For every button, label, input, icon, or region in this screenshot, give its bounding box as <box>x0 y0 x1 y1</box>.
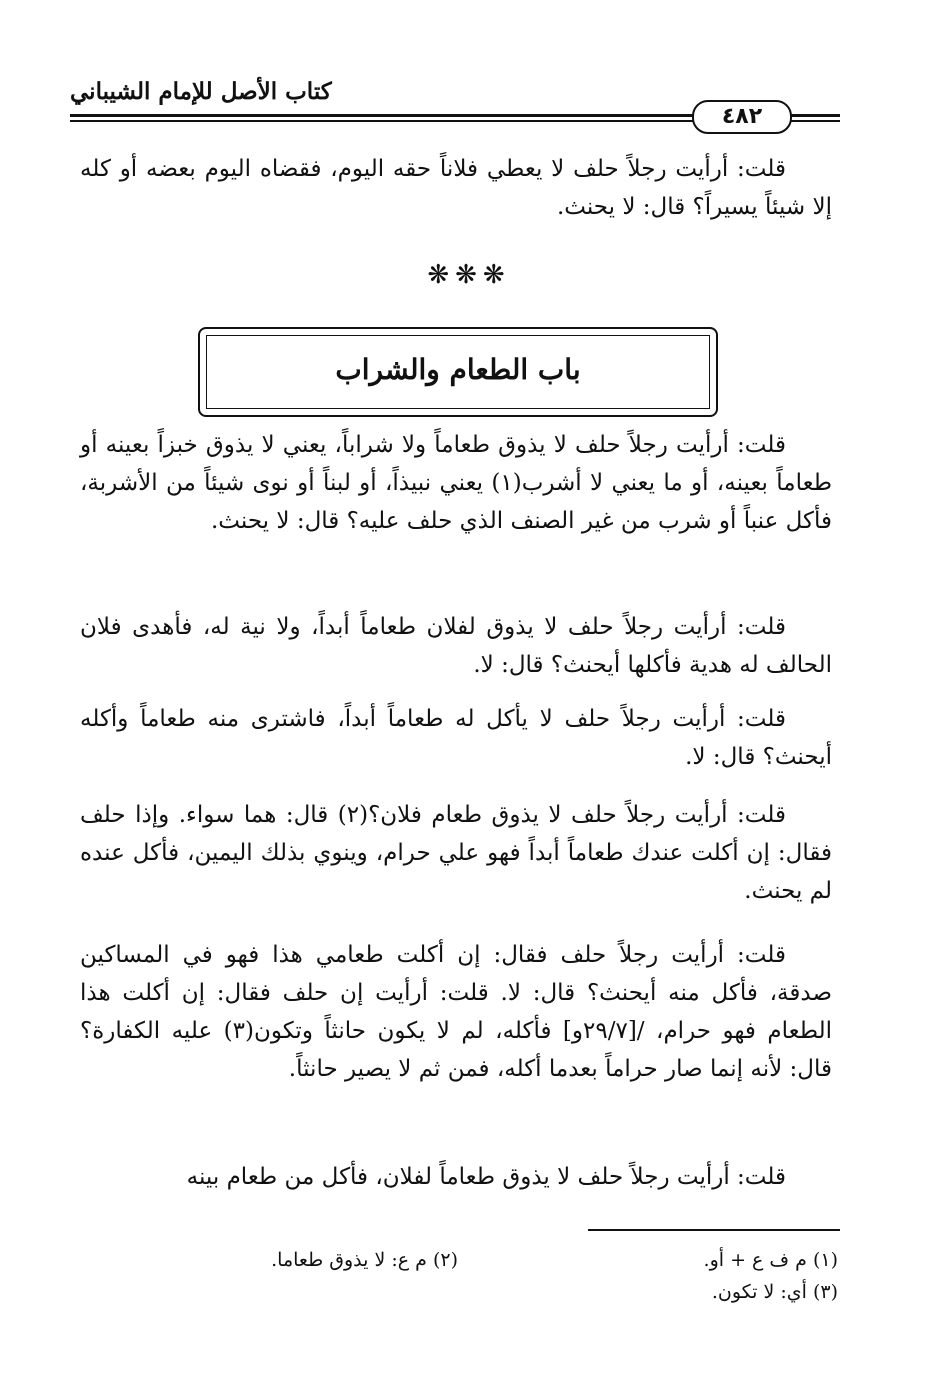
chapter-title-frame <box>198 327 718 417</box>
paragraph-3 <box>80 608 832 684</box>
chapter-title: باب الطعام والشراب <box>335 353 581 386</box>
paragraph-7 <box>80 1158 832 1196</box>
paragraph-5 <box>80 796 832 910</box>
paragraph-7-text: قلت: أرأيت رجلاً حلف لا يذوق طعاماً لفلان، فأكل من طعام بينه <box>186 1164 786 1190</box>
footnote-3: (٣) أي: لا تكون. <box>711 1281 838 1303</box>
paragraph-6 <box>80 936 832 1088</box>
paragraph-5-text: قلت: أرأيت رجلاً حلف لا يذوق طعام فلان؟(٢) قال: هما سواء. وإذا حلف فقال: إن أكلت عندك طعاماً أبداً فهو علي حرام، وينوي بذلك اليمين، فأكل عنده لم يحنث. <box>80 802 832 904</box>
footnote-1: (١) م ف ع + أو. <box>703 1249 838 1271</box>
footnote-2: (٢) م ع: لا يذوق طعاما. <box>271 1249 458 1271</box>
paragraph-2-text: قلت: أرأيت رجلاً حلف لا يذوق طعاماً ولا شراباً، يعني لا يذوق خبزاً بعينه أو طعاماً بعينه، أو ما يعني لا أشرب(١) يعني نبيذاً، أو لبناً أو نوى شيئاً من الأشربة، فأكل عنباً أو شرب من غير الصنف الذي حلف عليه؟ قال: لا يحنث. <box>80 432 832 534</box>
paragraph-4-text: قلت: أرأيت رجلاً حلف لا يأكل له طعاماً أبداً، فاشترى منه طعاماً وأكله أيحنث؟ قال: لا. <box>80 706 832 770</box>
paragraph-4 <box>80 700 832 776</box>
paragraph-3-text: قلت: أرأيت رجلاً حلف لا يذوق لفلان طعاماً أبداً، ولا نية له، فأهدى فلان الحالف له هدية فأكلها أيحنث؟ قال: لا. <box>80 614 832 678</box>
section-separator: ❋❋❋ <box>427 260 511 290</box>
page-header <box>70 78 840 128</box>
paragraph-1 <box>80 150 832 226</box>
footnote-separator <box>588 1229 840 1231</box>
paragraph-6-text: قلت: أرأيت رجلاً حلف فقال: إن أكلت طعامي هذا فهو في المساكين صدقة، فأكل منه أيحنث؟ قال: لا. قلت: أرأيت إن حلف فقال: إن أكلت هذا الطعام فهو حرام، /[٢٩/٧و] فأكله، لم لا يكون حانثاً وتكون(٣) عليه الكفارة؟ قال: لأنه إنما صار حراماً بعدما أكله، فمن ثم لا يصير حانثاً. <box>80 942 832 1082</box>
book-title: كتاب الأصل للإمام الشيباني <box>70 78 332 105</box>
paragraph-1-text: قلت: أرأيت رجلاً حلف لا يعطي فلاناً حقه اليوم، فقضاه اليوم بعضه أو كله إلا شيئاً يسيراً؟ قال: لا يحنث. <box>80 156 832 220</box>
paragraph-2 <box>80 426 832 540</box>
page-number: ٤٨٢ <box>692 100 792 134</box>
